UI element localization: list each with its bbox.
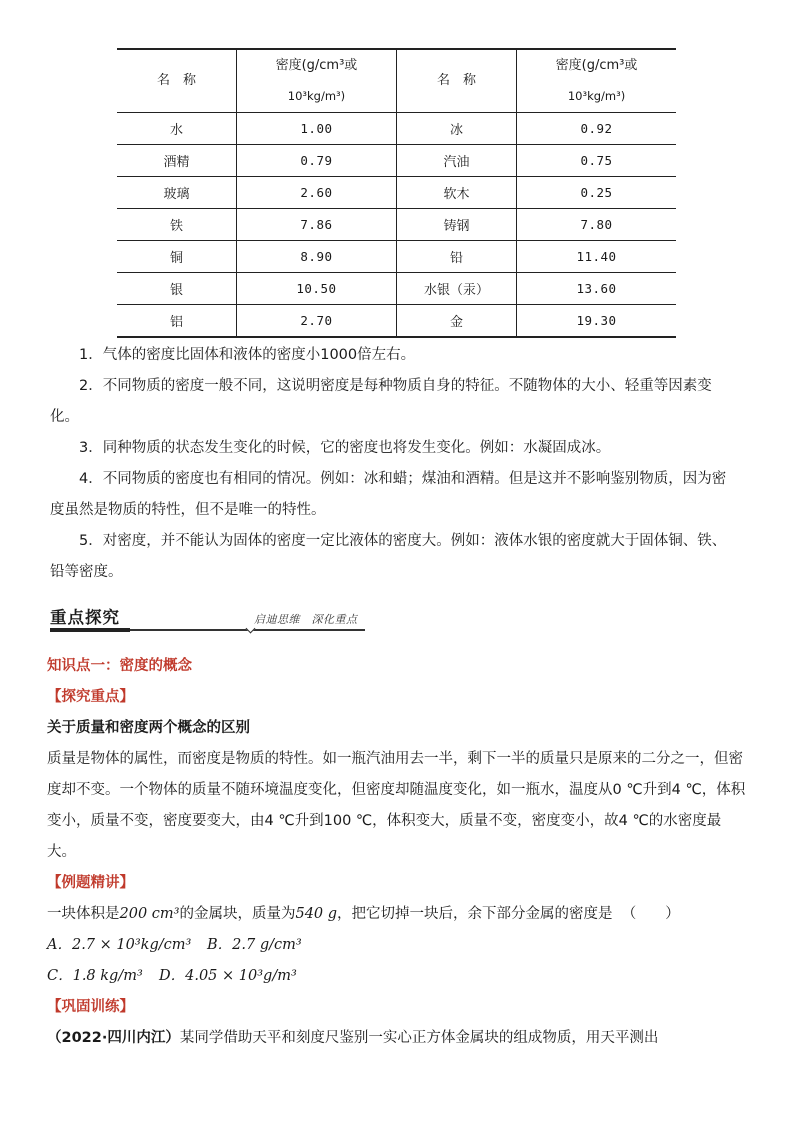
table-row <box>117 209 676 241</box>
note-item: 2．不同物质的密度一般不同，这说明密度是每种物质自身的特征。不随物体的大小、轻重等因素变化。 <box>50 378 712 425</box>
substance-name: 铝 <box>117 305 237 338</box>
substance-name: 酒精 <box>117 145 237 177</box>
density-value: 0.79 <box>237 145 397 177</box>
practice-label: 【巩固训练】 <box>47 999 134 1015</box>
density-value: 0.92 <box>517 113 676 145</box>
substance-name: 铜 <box>117 241 237 273</box>
density-value: 11.40 <box>517 241 676 273</box>
options-row-1 <box>47 930 747 961</box>
volume-value: 200 cm³ <box>119 906 180 922</box>
explore-paragraph: 质量是物体的属性，而密度是物质的特性。如一瓶汽油用去一半，剩下一半的质量只是原来的二分之一，但密度却不变。一个物体的质量不随环境温度变化，但密度却随温度变化，如一瓶水，温度从0 ℃升到4 ℃，体积变小，质量不变，密度要变大，由4 ℃升到100 ℃，体积变大，质量不变，密度变小，故4 ℃的水密度最大。 <box>47 751 746 860</box>
mass-value: 540 g <box>295 906 338 922</box>
substance-name: 玻璃 <box>117 177 237 209</box>
density-value: 7.86 <box>237 209 397 241</box>
section-title: 重点探究 <box>50 608 120 627</box>
substance-name: 汽油 <box>396 145 516 177</box>
practice-source: （2022·四川内江） <box>47 1030 180 1046</box>
density-value: 19.30 <box>517 305 676 338</box>
substance-name: 冰 <box>396 113 516 145</box>
header-density-2: 密度(g/cm³或 10³kg/m³) <box>517 49 676 113</box>
header-name-1: 名 称 <box>117 49 237 113</box>
explore-subtitle: 关于质量和密度两个概念的区别 <box>47 720 250 736</box>
knowledge-point-heading: 知识点一：密度的概念 <box>47 658 192 674</box>
density-value: 10.50 <box>237 273 397 305</box>
density-value: 1.00 <box>237 113 397 145</box>
option-c: C．1.8 kg/m³ <box>47 968 143 984</box>
question-text: 一块体积是 <box>47 906 120 922</box>
density-value: 7.80 <box>517 209 676 241</box>
substance-name: 银 <box>117 273 237 305</box>
density-table <box>117 48 676 338</box>
table-row <box>117 145 676 177</box>
substance-name: 软木 <box>396 177 516 209</box>
note-item: 1．气体的密度比固体和液体的密度小1000倍左右。 <box>79 347 416 363</box>
density-value: 0.75 <box>517 145 676 177</box>
option-a: A．2.7 × 10³kg/cm³ <box>47 937 192 953</box>
main-content <box>47 651 747 1054</box>
density-value: 0.25 <box>517 177 676 209</box>
practice-text: 某同学借助天平和刻度尺鉴别一实心正方体金属块的组成物质，用天平测出 <box>179 1030 659 1046</box>
section-tagline: 启迪思维 深化重点 <box>254 613 358 626</box>
table-row <box>117 177 676 209</box>
table-row <box>117 273 676 305</box>
substance-name: 金 <box>396 305 516 338</box>
table-row <box>117 241 676 273</box>
substance-name: 铁 <box>117 209 237 241</box>
substance-name: 水 <box>117 113 237 145</box>
table-row <box>117 305 676 338</box>
header-density-1: 密度(g/cm³或 10³kg/m³) <box>237 49 397 113</box>
note-item: 5．对密度，并不能认为固体的密度一定比液体的密度大。例如：液体水银的密度就大于固体铜、铁、铅等密度。 <box>50 533 727 580</box>
option-d: D．4.05 × 10³g/m³ <box>159 968 297 984</box>
substance-name: 水银（汞） <box>396 273 516 305</box>
options-row-2 <box>47 961 747 992</box>
explore-label: 【探究重点】 <box>47 689 134 705</box>
example-question <box>47 899 747 930</box>
note-item: 3．同种物质的状态发生变化的时候，它的密度也将发生变化。例如：水凝固成冰。 <box>79 440 611 456</box>
substance-name: 铅 <box>396 241 516 273</box>
notes-list <box>50 340 740 588</box>
density-value: 13.60 <box>517 273 676 305</box>
question-text: ，把它切掉一块后，余下部分金属的密度是 <box>337 906 613 922</box>
question-text: 的金属块，质量为 <box>179 906 296 922</box>
section-underline-accent <box>50 628 130 632</box>
answer-bracket: （ ） <box>621 906 680 922</box>
table-header-row <box>117 49 676 113</box>
table-row <box>117 113 676 145</box>
example-label: 【例题精讲】 <box>47 875 134 891</box>
density-value: 2.70 <box>237 305 397 338</box>
practice-question <box>47 1023 747 1054</box>
density-value: 8.90 <box>237 241 397 273</box>
density-value: 2.60 <box>237 177 397 209</box>
note-item: 4．不同物质的密度也有相同的情况。例如：冰和蜡；煤油和酒精。但是这并不影响鉴别物质，因为密度虽然是物质的特性，但不是唯一的特性。 <box>50 471 727 518</box>
substance-name: 铸钢 <box>396 209 516 241</box>
header-name-2: 名 称 <box>396 49 516 113</box>
option-b: B．2.7 g/cm³ <box>207 937 302 953</box>
section-header <box>50 604 370 632</box>
